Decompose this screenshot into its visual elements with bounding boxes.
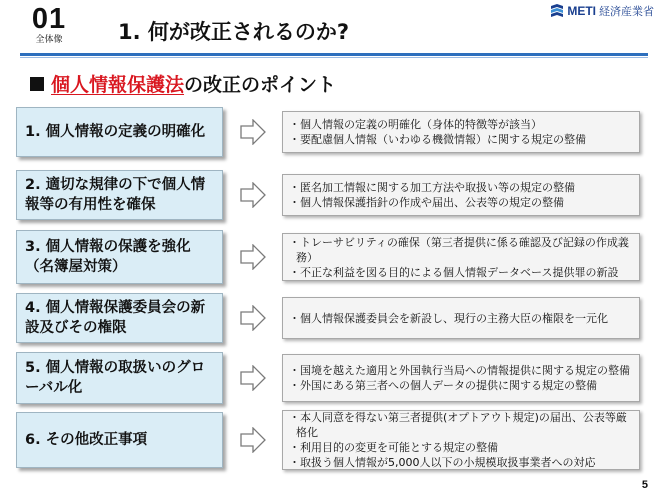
section-heading xyxy=(30,70,336,97)
right-arrow-icon xyxy=(240,305,266,331)
point-details xyxy=(282,111,640,153)
right-arrow-icon xyxy=(240,119,266,145)
detail-item: ・個人情報の定義の明確化（身体的特徴等が該当） xyxy=(289,118,542,131)
detail-item: ・外国にある第三者への個人データの提供に関する規定の整備 xyxy=(289,379,597,392)
detail-item: ・匿名加工情報に関する加工方法や取扱い等の規定の整備 xyxy=(289,181,575,194)
square-bullet-icon xyxy=(30,77,44,91)
detail-item: ・国境を越えた適用と外国執行当局への情報提供に関する規定の整備 xyxy=(289,364,630,377)
right-arrow-icon xyxy=(240,365,266,391)
meti-logo-icon xyxy=(550,4,564,18)
point-label: 6. その他改正事項 xyxy=(16,412,223,468)
page-number: 5 xyxy=(641,479,648,491)
right-arrow-icon xyxy=(240,182,266,208)
detail-item: ・個人情報保護指針の作成や届出、公表等の規定の整備 xyxy=(289,196,564,209)
point-label: 4. 個人情報保護委員会の新設及びその権限 xyxy=(16,293,223,343)
logo-text: METI xyxy=(567,4,596,18)
point-details xyxy=(282,410,640,470)
logo-org: 経済産業省 xyxy=(599,5,654,18)
detail-item: ・利用目的の変更を可能とする規定の整備 xyxy=(289,441,498,454)
point-label: 2. 適切な規律の下で個人情報等の有用性を確保 xyxy=(16,170,223,220)
page-title: 1. 何が改正されるのか? xyxy=(118,20,350,44)
detail-item: ・個人情報保護委員会を新設し、現行の主務大臣の権限を一元化 xyxy=(289,311,608,325)
point-details xyxy=(282,354,640,402)
point-label: 3. 個人情報の保護を強化（名簿屋対策） xyxy=(16,230,223,284)
section-label: 全体像 xyxy=(35,35,63,45)
section-number-block xyxy=(28,4,70,46)
point-label: 1. 個人情報の定義の明確化 xyxy=(16,107,223,157)
detail-item: ・不正な利益を図る目的による個人情報データベース提供罪の新設 xyxy=(289,265,619,279)
meti-logo xyxy=(550,3,654,19)
point-details xyxy=(282,174,640,216)
point-details xyxy=(282,233,640,281)
point-label: 5. 個人情報の取扱いのグローバル化 xyxy=(16,352,223,404)
header-divider-thin xyxy=(20,57,648,58)
header-divider xyxy=(20,53,648,56)
section-heading-rest: の改正のポイント xyxy=(184,74,337,96)
detail-item: ・取扱う個人情報が5,000人以下の小規模取扱事業者への対応 xyxy=(289,456,596,469)
detail-item: ・本人同意を得ない第三者提供(オプトアウト規定)の届出、公表等厳格化 xyxy=(289,411,627,439)
right-arrow-icon xyxy=(240,244,266,270)
detail-item: ・要配慮個人情報（いわゆる機微情報）に関する規定の整備 xyxy=(289,133,586,146)
right-arrow-icon xyxy=(240,427,266,453)
point-details xyxy=(282,297,640,339)
section-number: 01 xyxy=(31,3,67,35)
detail-item: ・トレーサビリティの確保（第三者提供に係る確認及び記録の作成義務） xyxy=(289,235,629,264)
section-heading-highlight: 個人情報保護法 xyxy=(51,74,185,96)
